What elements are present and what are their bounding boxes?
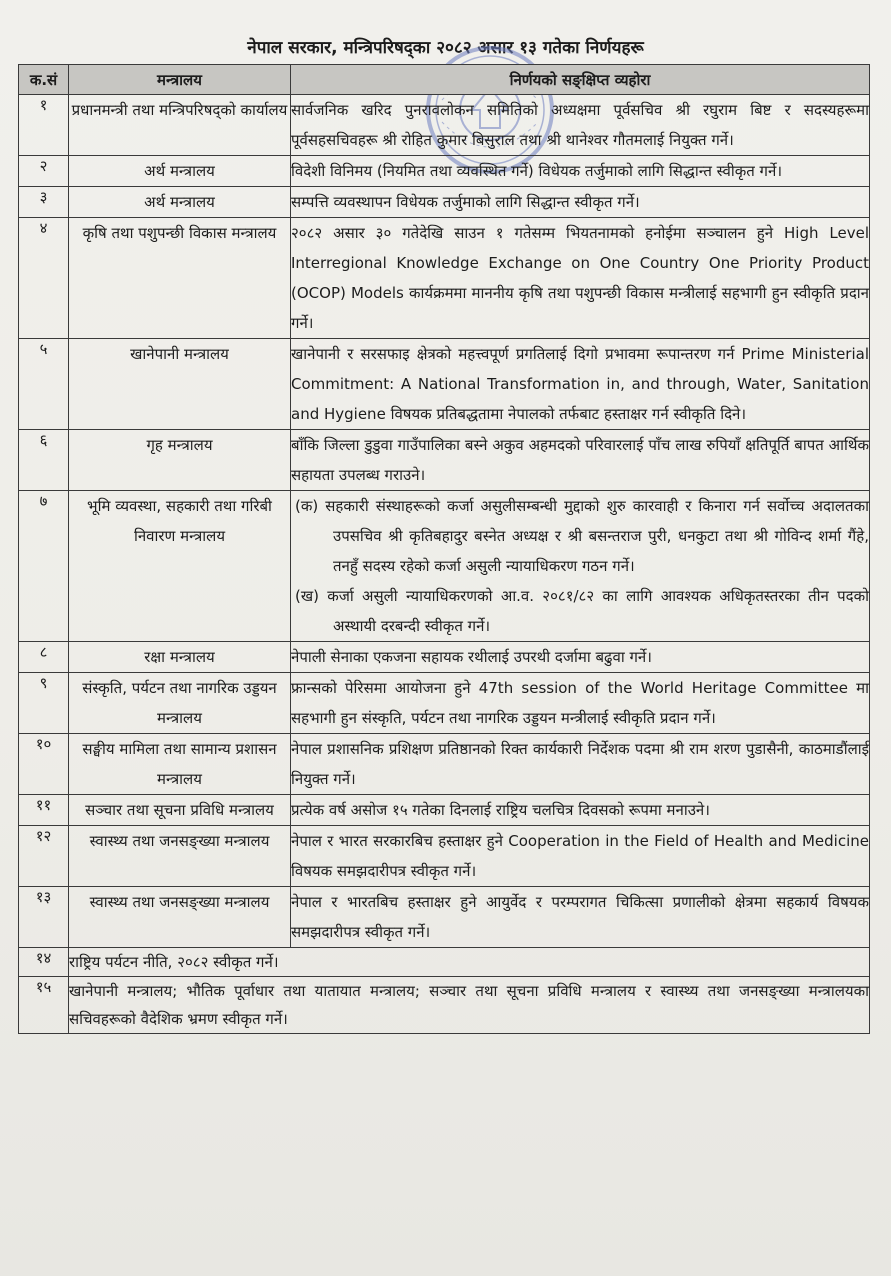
- row-decision: [291, 491, 870, 642]
- table-row: [19, 339, 870, 430]
- row-decision: २०८२ असार ३० गतेदेखि साउन १ गतेसम्म भियतनामको हनोईमा सञ्चालन हुने High Level Interregional Knowledge Exchange on One Country One Priority Product (OCOP) Models कार्यक्रममा माननीय कृषि तथा पशुपन्छी विकास मन्त्रीलाई सहभागी हुन स्वीकृति प्रदान गर्ने।: [291, 218, 870, 339]
- row-number: १०: [19, 734, 69, 795]
- table-row: [19, 430, 870, 491]
- header-decision: निर्णयको सङ्क्षिप्त व्यहोरा: [291, 65, 870, 95]
- row-number: ४: [19, 218, 69, 339]
- row-ministry: स्वास्थ्य तथा जनसङ्ख्या मन्त्रालय: [69, 887, 291, 948]
- row-ministry: स्वास्थ्य तथा जनसङ्ख्या मन्त्रालय: [69, 826, 291, 887]
- row-decision: सम्पत्ति व्यवस्थापन विधेयक तर्जुमाको लागि सिद्धान्त स्वीकृत गर्ने।: [291, 187, 870, 218]
- row-ministry: सङ्घीय मामिला तथा सामान्य प्रशासन मन्त्रालय: [69, 734, 291, 795]
- row-number: ९: [19, 673, 69, 734]
- row-number: ११: [19, 795, 69, 826]
- row-ministry: अर्थ मन्त्रालय: [69, 187, 291, 218]
- row-ministry: भूमि व्यवस्था, सहकारी तथा गरिबी निवारण मन्त्रालय: [69, 491, 291, 642]
- row-number: १५: [19, 977, 69, 1034]
- decisions-table: [18, 64, 870, 1034]
- row-decision: नेपाली सेनाका एकजना सहायक रथीलाई उपरथी दर्जामा बढुवा गर्ने।: [291, 642, 870, 673]
- row-ministry: गृह मन्त्रालय: [69, 430, 291, 491]
- table-row: [19, 156, 870, 187]
- row-ministry: कृषि तथा पशुपन्छी विकास मन्त्रालय: [69, 218, 291, 339]
- row-decision: फ्रान्सको पेरिसमा आयोजना हुने 47th session of the World Heritage Committee मा सहभागी हुन संस्कृति, पर्यटन तथा नागरिक उड्डयन मन्त्रीलाई स्वीकृति प्रदान गर्ने।: [291, 673, 870, 734]
- table-row: [19, 795, 870, 826]
- row-number: ३: [19, 187, 69, 218]
- row-ministry: अर्थ मन्त्रालय: [69, 156, 291, 187]
- row-number: १: [19, 95, 69, 156]
- table-row: [19, 977, 870, 1034]
- table-row: [19, 187, 870, 218]
- table-row: [19, 734, 870, 795]
- document-title: नेपाल सरकार, मन्त्रिपरिषद्का २०८२ असार १३ गतेका निर्णयहरू: [247, 38, 644, 58]
- row-ministry: संस्कृति, पर्यटन तथा नागरिक उड्डयन मन्त्रालय: [69, 673, 291, 734]
- table-row: [19, 826, 870, 887]
- header-ministry: मन्त्रालय: [69, 65, 291, 95]
- sub-decision-a: (क) सहकारी संस्थाहरूको कर्जा असुलीसम्बन्धी मुद्दाको शुरु कारवाही र किनारा गर्न सर्वोच्च अदालतका उपसचिव श्री कृतिबहादुर बस्नेत अध्यक्ष र श्री बसन्तराज पुरी, धनकुटा तथा श्री गोविन्द शर्मा गैंहे, तनहुँ सदस्य रहेको कर्जा असुली न्यायाधिकरण गठन गर्ने।: [295, 497, 869, 575]
- row-number: ६: [19, 430, 69, 491]
- row-decision: नेपाल प्रशासनिक प्रशिक्षण प्रतिष्ठानको रिक्त कार्यकारी निर्देशक पदमा श्री राम शरण पुडासैनी, काठमाडौंलाई नियुक्त गर्ने।: [291, 734, 870, 795]
- table-row: [19, 491, 870, 642]
- table-row: [19, 948, 870, 977]
- row-number: १४: [19, 948, 69, 977]
- table-row: [19, 673, 870, 734]
- table-row: [19, 887, 870, 948]
- row-decision: खानेपानी र सरसफाइ क्षेत्रको महत्त्वपूर्ण प्रगतिलाई दिगो प्रभावमा रूपान्तरण गर्न Prime Ministerial Commitment: A National Transformation in, and through, Water, Sanitation and Hygiene विषयक प्रतिबद्धतामा नेपालको तर्फबाट हस्ताक्षर गर्न स्वीकृति दिने।: [291, 339, 870, 430]
- header-serial: क.सं: [19, 65, 69, 95]
- row-ministry: सञ्चार तथा सूचना प्रविधि मन्त्रालय: [69, 795, 291, 826]
- row-decision: सार्वजनिक खरिद पुनरावलोकन समितिको अध्यक्षमा पूर्वसचिव श्री रघुराम बिष्ट र सदस्यहरूमा पूर्वसहसचिवहरू श्री रोहित कुमार बिसुराल तथा श्री थानेश्वर गौतमलाई नियुक्त गर्ने।: [291, 95, 870, 156]
- row-number: १२: [19, 826, 69, 887]
- row-decision: नेपाल र भारत सरकारबिच हस्ताक्षर हुने Cooperation in the Field of Health and Medicine विषयक समझदारीपत्र स्वीकृत गर्ने।: [291, 826, 870, 887]
- table-row: [19, 642, 870, 673]
- row-decision: विदेशी विनिमय (नियमित तथा व्यवस्थित गर्ने) विधेयक तर्जुमाको लागि सिद्धान्त स्वीकृत गर्ने।: [291, 156, 870, 187]
- row-number: ८: [19, 642, 69, 673]
- table-row: [19, 218, 870, 339]
- row-decision: खानेपानी मन्त्रालय; भौतिक पूर्वाधार तथा यातायात मन्त्रालय; सञ्चार तथा सूचना प्रविधि मन्त्रालय र स्वास्थ्य तथा जनसङ्ख्या मन्त्रालयका सचिवहरूको वैदेशिक भ्रमण स्वीकृत गर्ने।: [69, 977, 870, 1034]
- table-header-row: [19, 65, 870, 95]
- row-number: ५: [19, 339, 69, 430]
- row-number: ७: [19, 491, 69, 642]
- row-ministry: प्रधानमन्त्री तथा मन्त्रिपरिषद्को कार्यालय: [69, 95, 291, 156]
- row-decision: बाँकि जिल्ला डुडुवा गाउँपालिका बस्ने अकुव अहमदको परिवारलाई पाँच लाख रुपियाँ क्षतिपूर्ति बापत आर्थिक सहायता उपलब्ध गराउने।: [291, 430, 870, 491]
- row-ministry: खानेपानी मन्त्रालय: [69, 339, 291, 430]
- row-number: २: [19, 156, 69, 187]
- row-decision: प्रत्येक वर्ष असोज १५ गतेका दिनलाई राष्ट्रिय चलचित्र दिवसको रूपमा मनाउने।: [291, 795, 870, 826]
- row-number: १३: [19, 887, 69, 948]
- row-ministry: रक्षा मन्त्रालय: [69, 642, 291, 673]
- row-decision: राष्ट्रिय पर्यटन नीति, २०८२ स्वीकृत गर्ने।: [69, 948, 870, 977]
- table-row: [19, 95, 870, 156]
- row-decision: नेपाल र भारतबिच हस्ताक्षर हुने आयुर्वेद र परम्परागत चिकित्सा प्रणालीको क्षेत्रमा सहकार्य विषयक समझदारीपत्र स्वीकृत गर्ने।: [291, 887, 870, 948]
- sub-decision-b: (ख) कर्जा असुली न्यायाधिकरणको आ.व. २०८१/८२ का लागि आवश्यक अधिकृतस्तरका तीन पदको अस्थायी दरबन्दी स्वीकृत गर्ने।: [295, 587, 869, 635]
